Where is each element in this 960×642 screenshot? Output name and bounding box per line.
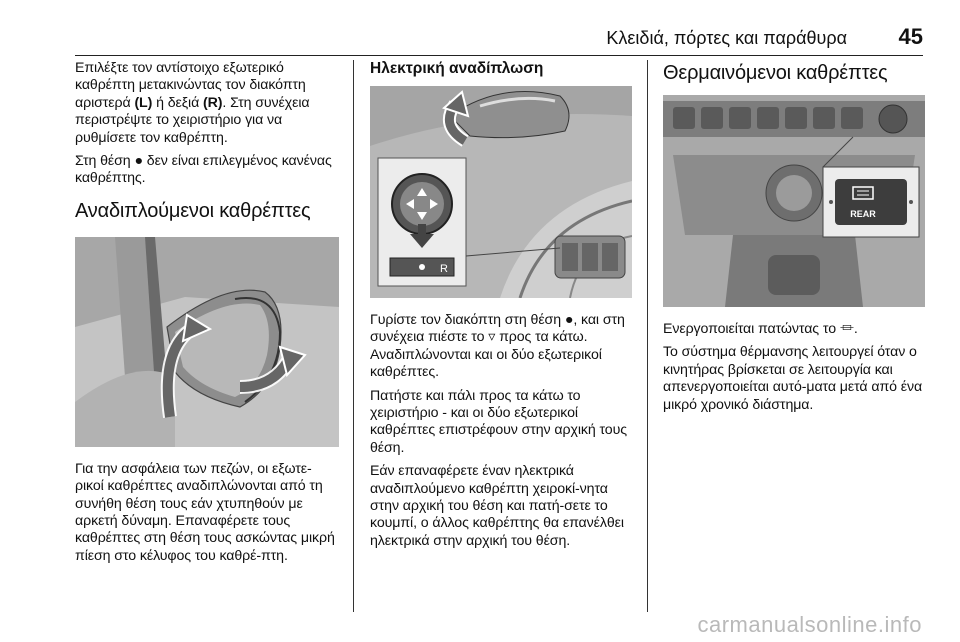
column-2 — [370, 60, 632, 556]
paragraph: Γυρίστε τον διακόπτη στη θέση ●, και στη συνέχεια πιέστε το ▿ προς τα κάτω. Αναδιπλώνονται και οι δύο εξωτερικοί καθρέπτες. — [370, 312, 625, 381]
left-mirror-label: (L) — [134, 94, 153, 111]
folding-mirror-illustration — [75, 237, 339, 447]
door-switch-drawing — [370, 86, 632, 298]
center-position-icon: ● — [564, 312, 574, 328]
heated-mirror-icon: ⏛ — [839, 321, 854, 337]
rear-button-label: REAR — [850, 209, 876, 219]
right-mirror-label: (R) — [203, 94, 223, 111]
column-divider — [353, 60, 354, 612]
paragraph: Ενεργοποιείται πατώντας το ⏛. — [663, 321, 858, 337]
heated-mirror-illustration — [663, 95, 925, 307]
section-title: Θερμαινόμενοι καθρέπτες — [663, 62, 888, 84]
down-arrow-icon: ▿ — [488, 329, 496, 346]
paragraph: Εάν επαναφέρετε έναν ηλεκτρικά αναδιπλούμενο καθρέπτη χειροκί-νητα στην αρχική του θέση και πατή-σετε το κουμπί, ο άλλος καθρέπτης θα επανέλθει ηλεκτρικά στην αρχική του θέση. — [370, 463, 624, 549]
electric-folding-illustration — [370, 86, 632, 298]
header-title: Κλειδιά, πόρτες και παράθυρα — [606, 28, 847, 48]
section-title: Αναδιπλούμενοι καθρέπτες — [75, 199, 311, 222]
center-position-icon: ● — [134, 153, 143, 170]
watermark: carmanualsonline.info — [697, 612, 922, 637]
switch-position-label: R — [440, 263, 448, 275]
subsection-title: Ηλεκτρική αναδίπλωση — [370, 60, 544, 77]
page-header — [75, 20, 923, 56]
paragraph: Για την ασφάλεια των πεζών, οι εξωτε-ρικοί καθρέπτες αναδιπλώνονται από τη συνήθη θέση τους εάν χτυπηθούν με αρκετή δύναμη. Επαναφέρετε τους καθρέπτες στη θέση τους ασκώντας μικρή πίεση στο κέλυφος του καθρέ-πτη. — [75, 460, 335, 564]
column-3 — [663, 60, 925, 420]
paragraph: Πατήστε και πάλι προς τα κάτω το χειριστήριο - και οι δύο εξωτερικοί καθρέπτες επιστρέφουν στην αρχική τους θέση. — [370, 387, 627, 456]
console-drawing — [663, 95, 925, 307]
folding-mirror-drawing — [75, 237, 339, 447]
column-1 — [75, 60, 339, 571]
paragraph: Το σύστημα θέρμανσης λειτουργεί όταν ο κινητήρας βρίσκεται σε λειτουργία και απενεργοποιείται αυτό-ματα μετά από ένα μικρό χρονικό διάστημα. — [663, 344, 923, 413]
column-divider — [647, 60, 648, 612]
page-number: 45 — [898, 24, 923, 49]
paragraph: Στη θέση ● δεν είναι επιλεγμένος κανένας καθρέπτης. — [75, 153, 332, 187]
paragraph: Επιλέξτε τον αντίστοιχο εξωτερικό καθρέπτη μετακινώντας τον διακόπτη αριστερά (L) ή δεξιά (R). Στη συνέχεια περιστρέψτε το χειριστήριο για να ρυθμίσετε τον καθρέπτη. — [75, 60, 310, 146]
